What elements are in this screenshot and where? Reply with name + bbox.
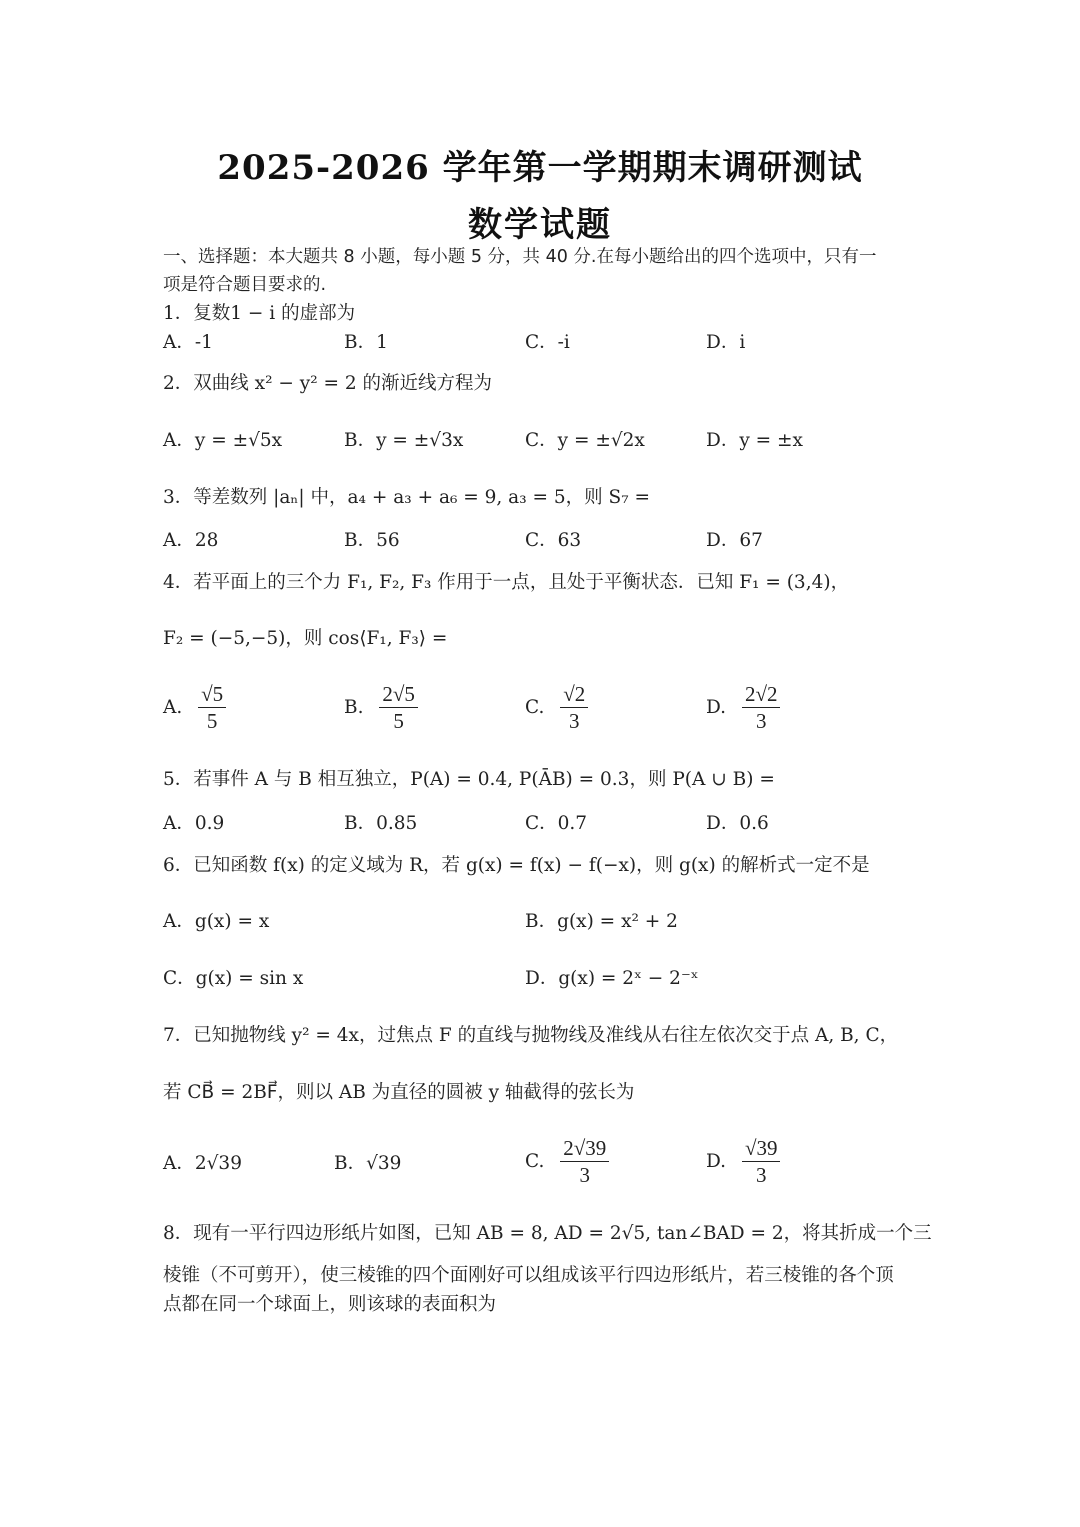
question-3-stem: 3．等差数列 |aₙ| 中，a₄ + a₃ + a₆ = 9, a₃ = 5，则 S₇ = [163,487,651,508]
fraction [560,1138,609,1186]
option-label: D. [706,697,727,718]
question-7-stem-line2: 若 CB⃗ = 2BF⃗，则以 AB 为直径的圆被 y 轴截得的弦长为 [163,1082,635,1103]
fraction-numerator: √2 [560,684,588,708]
fraction-numerator: 2√39 [560,1138,609,1162]
question-6-option-b: B．g(x) = x² + 2 [525,911,678,932]
fraction [379,684,418,732]
fraction-denominator: 3 [569,709,580,733]
option-label: B. [344,697,364,718]
question-5-option-b: B．0.85 [344,813,418,834]
question-6-option-d: D．g(x) = 2ˣ − 2⁻ˣ [525,968,699,989]
fraction-numerator: 2√2 [742,684,781,708]
section-instructions-line2: 项是符合题目要求的. [163,275,327,295]
question-5-option-a: A．0.9 [163,813,225,834]
question-6-option-a: A．g(x) = x [163,911,270,932]
question-5-option-d: D．0.6 [706,813,769,834]
question-1-stem: 1．复数1 − i 的虚部为 [163,303,356,324]
question-7-option-a: A．2√39 [163,1153,242,1174]
question-2-stem: 2．双曲线 x² − y² = 2 的渐近线方程为 [163,373,493,394]
section-instructions-line1: 一、选择题：本大题共 8 小题，每小题 5 分，共 40 分.在每小题给出的四个选项中，只有一 [163,247,877,267]
fraction-numerator: √39 [742,1138,781,1162]
question-1-option-d: D．i [706,332,746,353]
question-3-option-d: D．67 [706,530,763,551]
question-4-stem-line1: 4．若平面上的三个力 F₁, F₂, F₃ 作用于一点，且处于平衡状态．已知 F₁ = (3,4)， [163,572,850,593]
question-2-option-b: B．y = ±√3x [344,430,464,451]
fraction [198,684,226,732]
question-2-option-c: C．y = ±√2x [525,430,645,451]
fraction-numerator: √5 [198,684,226,708]
fraction [742,1138,781,1186]
question-2-option-a: A．y = ±√5x [163,430,283,451]
question-4-option-d [706,684,780,732]
fraction-denominator: 5 [206,709,218,733]
option-label: A. [163,697,183,718]
fraction [742,684,781,732]
question-1-option-b: B．1 [344,332,388,353]
question-8-line2: 棱锥（不可剪开），使三棱锥的四个面刚好可以组成该平行四边形纸片，若三棱锥的各个顶 [163,1265,894,1286]
fraction-denominator: 3 [579,1163,591,1187]
question-4-option-b [344,684,418,732]
fraction-denominator: 3 [755,1163,767,1187]
question-3-option-c: C．63 [525,530,582,551]
option-label: C. [525,1151,545,1172]
question-8-line3: 点都在同一个球面上，则该球的表面积为 [163,1294,497,1315]
fraction-denominator: 5 [393,709,404,733]
question-8-line1: 8．现有一平行四边形纸片如图，已知 AB = 8, AD = 2√5, tan∠BAD = 2，将其折成一个三 [163,1223,932,1244]
exam-title: 2025-2026 学年第一学期期末调研测试 [217,148,863,188]
fraction-denominator: 3 [755,709,767,733]
question-5-stem: 5．若事件 A 与 B 相互独立，P(A) = 0.4, P(ĀB) = 0.3，则 P(A ∪ B) = [163,769,775,790]
question-2-option-d: D．y = ±x [706,430,803,451]
question-6-stem: 6．已知函数 f(x) 的定义域为 R，若 g(x) = f(x) − f(−x)，则 g(x) 的解析式一定不是 [163,855,870,876]
question-1-option-a: A．-1 [163,332,213,353]
question-4-option-c [525,684,588,732]
question-4-stem-line2: F₂ = (−5,−5)，则 cos⟨F₁, F₃⟩ = [163,628,448,649]
exam-subtitle: 数学试题 [468,205,612,245]
question-7-option-d [706,1138,780,1186]
question-6-option-c: C．g(x) = sin x [163,968,304,989]
question-1-option-c: C．-i [525,332,570,353]
option-label: D. [706,1151,727,1172]
question-7-option-c [525,1138,609,1186]
fraction [560,684,588,732]
question-3-option-b: B．56 [344,530,400,551]
question-5-option-c: C．0.7 [525,813,588,834]
question-3-option-a: A．28 [163,530,219,551]
question-4-option-a [163,684,226,732]
question-7-stem-line1: 7．已知抛物线 y² = 4x，过焦点 F 的直线与抛物线及准线从右往左依次交于点 A, B, C， [163,1025,899,1046]
question-7-option-b: B．√39 [334,1153,402,1174]
fraction-numerator: 2√5 [379,684,418,708]
option-label: C. [525,697,545,718]
